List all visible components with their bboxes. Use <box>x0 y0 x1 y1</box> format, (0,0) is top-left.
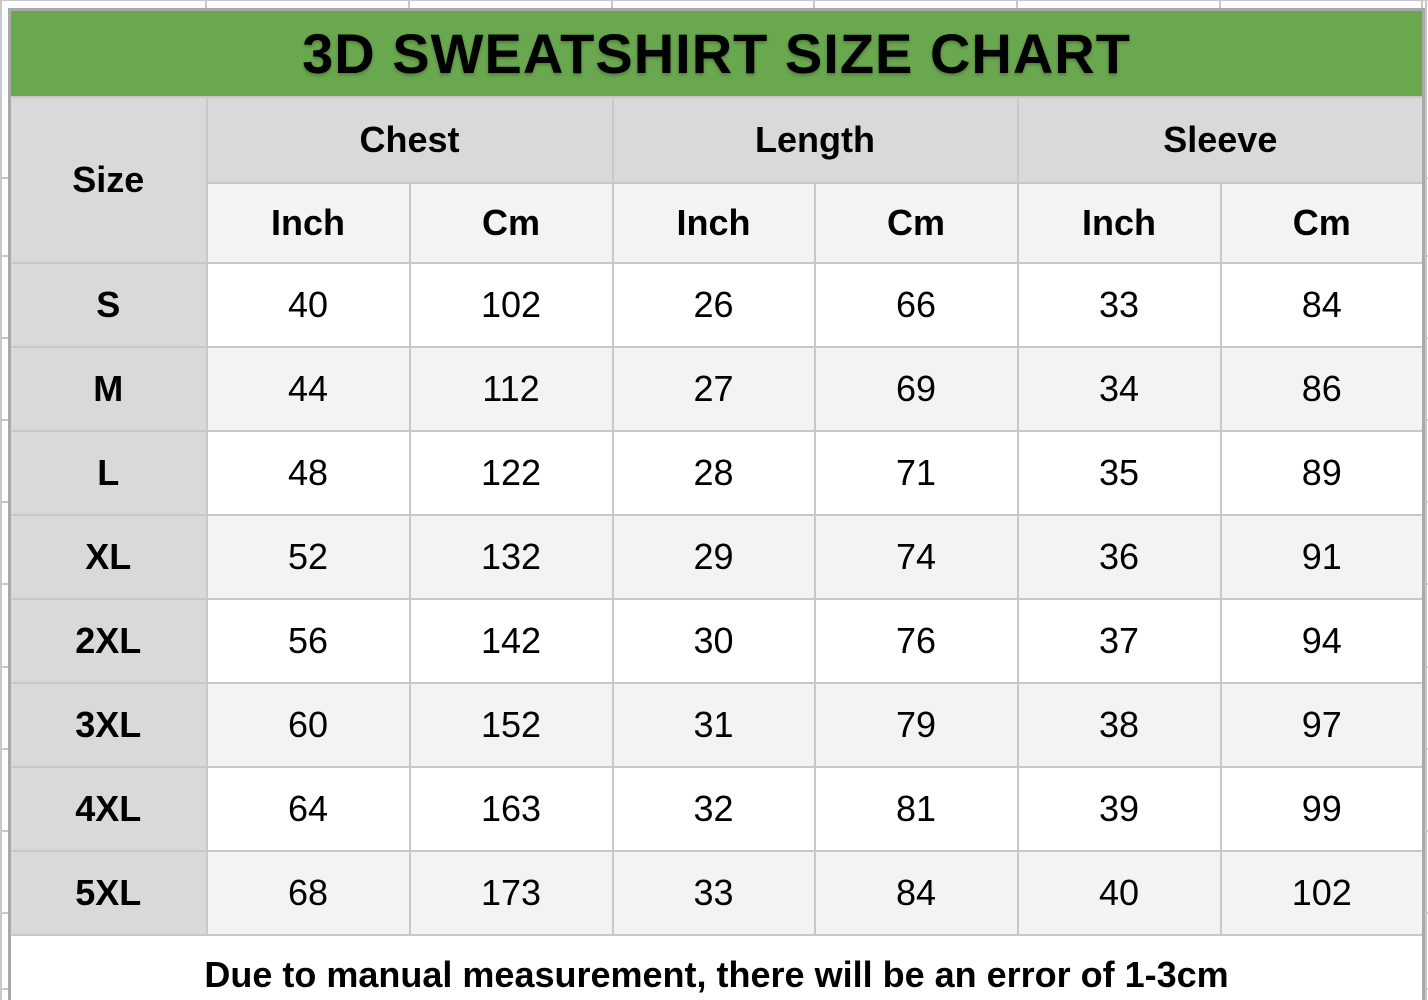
length-inch-value: 27 <box>613 347 815 431</box>
table-row <box>10 851 1424 935</box>
gridline-segment <box>1219 0 1221 8</box>
gridline-segment <box>408 0 410 8</box>
length-cm-value: 76 <box>815 599 1018 683</box>
gridline-segment <box>1425 0 1427 1000</box>
sleeve-cm-value: 102 <box>1221 851 1424 935</box>
length-cm-value: 66 <box>815 263 1018 347</box>
sleeve-cm-value: 99 <box>1221 767 1424 851</box>
group-header-row <box>10 97 1424 183</box>
gridline-segment <box>0 0 1428 1</box>
chest-inch-value: 40 <box>207 263 410 347</box>
chest-cm-value: 112 <box>410 347 613 431</box>
chest-cm-value: 142 <box>410 599 613 683</box>
length-inch-value: 29 <box>613 515 815 599</box>
sleeve-group-header: Sleeve <box>1018 97 1424 183</box>
length-inch-value: 31 <box>613 683 815 767</box>
length-inch-value: 33 <box>613 851 815 935</box>
chest-cm-value: 152 <box>410 683 613 767</box>
size-label: M <box>10 347 207 431</box>
length-inch-value: 28 <box>613 431 815 515</box>
size-label: S <box>10 263 207 347</box>
length-cm-value: 74 <box>815 515 1018 599</box>
length-cm-value: 81 <box>815 767 1018 851</box>
chest-inch-header: Inch <box>207 183 410 263</box>
size-column-header: Size <box>10 97 207 263</box>
length-cm-value: 69 <box>815 347 1018 431</box>
table-row <box>10 263 1424 347</box>
sleeve-cm-value: 94 <box>1221 599 1424 683</box>
length-group-header: Length <box>613 97 1018 183</box>
sleeve-cm-value: 84 <box>1221 263 1424 347</box>
size-label: 4XL <box>10 767 207 851</box>
length-inch-value: 32 <box>613 767 815 851</box>
chest-cm-value: 132 <box>410 515 613 599</box>
size-label: 2XL <box>10 599 207 683</box>
gridline-segment <box>611 0 613 8</box>
chest-cm-value: 102 <box>410 263 613 347</box>
chest-group-header: Chest <box>207 97 613 183</box>
size-chart-table <box>8 8 1425 1000</box>
sleeve-cm-value: 97 <box>1221 683 1424 767</box>
sleeve-cm-value: 86 <box>1221 347 1424 431</box>
table-row <box>10 431 1424 515</box>
table-row <box>10 347 1424 431</box>
sleeve-inch-header: Inch <box>1018 183 1221 263</box>
sleeve-inch-value: 33 <box>1018 263 1221 347</box>
length-cm-value: 84 <box>815 851 1018 935</box>
sleeve-inch-value: 36 <box>1018 515 1221 599</box>
sleeve-inch-value: 40 <box>1018 851 1221 935</box>
chest-inch-value: 64 <box>207 767 410 851</box>
chest-cm-value: 163 <box>410 767 613 851</box>
size-label: 3XL <box>10 683 207 767</box>
gridline-segment <box>813 0 815 8</box>
sleeve-cm-value: 91 <box>1221 515 1424 599</box>
size-label: 5XL <box>10 851 207 935</box>
sleeve-cm-value: 89 <box>1221 431 1424 515</box>
table-row <box>10 767 1424 851</box>
measurement-note: Due to manual measurement, there will be an error of 1-3cm <box>10 935 1424 1000</box>
gridline-segment <box>0 0 2 1000</box>
chest-inch-value: 48 <box>207 431 410 515</box>
chest-cm-value: 122 <box>410 431 613 515</box>
length-cm-value: 71 <box>815 431 1018 515</box>
gridline-segment <box>1016 0 1018 8</box>
sleeve-inch-value: 38 <box>1018 683 1221 767</box>
page-title: 3D SWEATSHIRT SIZE CHART <box>10 10 1424 98</box>
size-label: XL <box>10 515 207 599</box>
unit-header-row <box>10 183 1424 263</box>
chest-inch-value: 56 <box>207 599 410 683</box>
chest-inch-value: 60 <box>207 683 410 767</box>
length-inch-header: Inch <box>613 183 815 263</box>
title-row <box>10 10 1424 98</box>
length-cm-header: Cm <box>815 183 1018 263</box>
chest-inch-value: 68 <box>207 851 410 935</box>
table-row <box>10 599 1424 683</box>
sleeve-cm-header: Cm <box>1221 183 1424 263</box>
sleeve-inch-value: 39 <box>1018 767 1221 851</box>
gridline-segment <box>1421 0 1423 8</box>
sleeve-inch-value: 37 <box>1018 599 1221 683</box>
note-row <box>10 935 1424 1000</box>
chest-cm-value: 173 <box>410 851 613 935</box>
gridline-segment <box>205 0 207 8</box>
sleeve-inch-value: 34 <box>1018 347 1221 431</box>
sleeve-inch-value: 35 <box>1018 431 1221 515</box>
length-inch-value: 26 <box>613 263 815 347</box>
length-cm-value: 79 <box>815 683 1018 767</box>
size-label: L <box>10 431 207 515</box>
chest-inch-value: 44 <box>207 347 410 431</box>
table-row <box>10 683 1424 767</box>
length-inch-value: 30 <box>613 599 815 683</box>
chest-inch-value: 52 <box>207 515 410 599</box>
table-row <box>10 515 1424 599</box>
chest-cm-header: Cm <box>410 183 613 263</box>
